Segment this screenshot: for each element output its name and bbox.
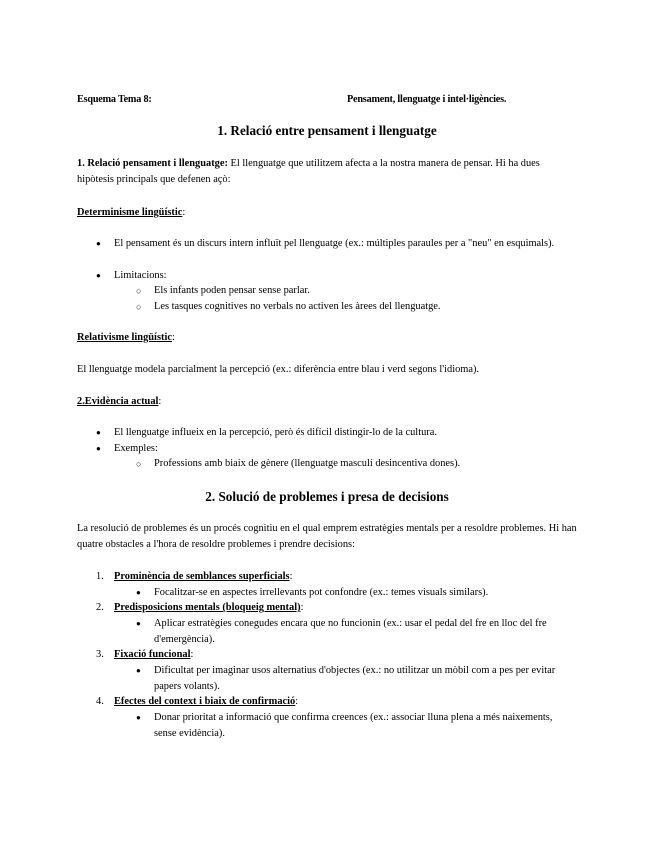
intro-bold: 1. Relació pensament i llenguatge: [77,158,228,169]
sub-list-item-text: Els infants poden pensar sense parlar. [154,285,310,296]
sub-list-item [154,663,577,695]
item-number: 3. [96,649,104,660]
sub-list-item-text: Dificultat per imaginar usos alternatius d'objectes (ex.: no utilitzar un mòbil com a pes per evitar papers volants). [154,665,556,692]
bullet-icon [136,585,141,601]
circle-bullet-icon [136,456,141,473]
header-left: Esquema Tema 8: [77,94,152,105]
document-header [77,92,577,108]
determinism-label: Determinisme lingüístic [77,207,183,218]
determinism-heading: Determinisme lingüístic: [77,207,186,218]
sub-list-item-text: Les tasques cognitives no verbals no activen les àrees del llenguatge. [154,301,441,312]
sub-list-item-text: Professions amb biaix de gènere (llenguatge masculí desincentiva dones). [154,458,461,469]
item-number: 1. [96,571,104,582]
circle-bullet-icon [136,283,141,300]
intro-text: El llenguatge que utilitzem afecta a la nostra manera de pensar. Hi ha dues hipòtesis principals que defenen açò: [77,158,540,185]
bullet-icon [96,441,101,457]
item-label: Fixació funcional [114,649,191,660]
bullet-icon [96,268,101,284]
sub-list-item [154,710,577,742]
evidence-heading: 2.Evidència actual: [77,396,162,407]
evidence-label: 2.Evidència actual [77,396,159,407]
section-1-intro [77,156,577,188]
list-item-text: Exemples: [114,443,158,454]
circle-bullet-icon [136,299,141,316]
item-number: 2. [96,602,104,613]
numbered-item: 3. Fixació funcional: [114,647,577,663]
relativism-label: Relativisme lingüístic [77,332,172,343]
item-label: Predisposicions mentals (bloqueig mental) [114,602,301,613]
sub-list-item [154,456,577,472]
item-number: 4. [96,696,104,707]
sub-list-item [154,299,577,315]
list-item [114,268,577,284]
sub-list-item [154,616,577,648]
sub-list-item-text: Donar prioritat a informació que confirma creences (ex.: associar lluna plena a més naixements, sense evidència). [154,712,553,739]
list-item-text: El pensament és un discurs intern influït pel llenguatge (ex.: múltiples paraules per a "neu" en esquimals). [114,238,555,249]
section-2-intro: La resolució de problemes és un procés cognitiu en el qual emprem estratègies mentals per a resoldre problemes. Hi han quatre obstacles a l'hora de resoldre problemes i prendre decisions: [77,523,577,550]
sub-list-item-text: Aplicar estratègies conegudes encara que no funcionin (ex.: usar el pedal del fre en lloc del fre d'emergència). [154,618,547,645]
list-item [114,236,577,252]
list-item [114,441,577,457]
numbered-item: 1. Prominència de semblances superficials: [114,569,577,585]
bullet-icon [136,663,141,679]
section-2-title: 2. Solució de problemes i presa de decisions [205,489,449,504]
list-item [114,425,577,441]
bullet-icon [136,710,141,726]
section-1-title: 1. Relació entre pensament i llenguatge [217,123,437,138]
sub-list-item-text: Focalitzar-se en aspectes irrellevants pot confondre (ex.: temes visuals similars). [154,587,489,598]
item-label: Prominència de semblances superficials [114,571,290,582]
numbered-item: 2. Predisposicions mentals (bloqueig mental): [114,600,577,616]
numbered-item: 4. Efectes del context i biaix de confirmació: [114,694,577,710]
item-label: Efectes del context i biaix de confirmació [114,696,296,707]
list-item-text: Limitacions: [114,270,167,281]
sub-list-item [154,283,577,299]
sub-list-item [154,585,577,601]
relativism-text: El llenguatge modela parcialment la percepció (ex.: diferència entre blau i verd segons l'idioma). [77,364,480,375]
relativism-heading: Relativisme lingüístic: [77,332,175,343]
bullet-icon [96,236,101,252]
header-right: Pensament, llenguatge i intel·ligències. [347,94,507,105]
bullet-icon [136,616,141,632]
bullet-icon [96,425,101,441]
list-item-text: El llenguatge influeix en la percepció, però és difícil distingir-lo de la cultura. [114,427,437,438]
